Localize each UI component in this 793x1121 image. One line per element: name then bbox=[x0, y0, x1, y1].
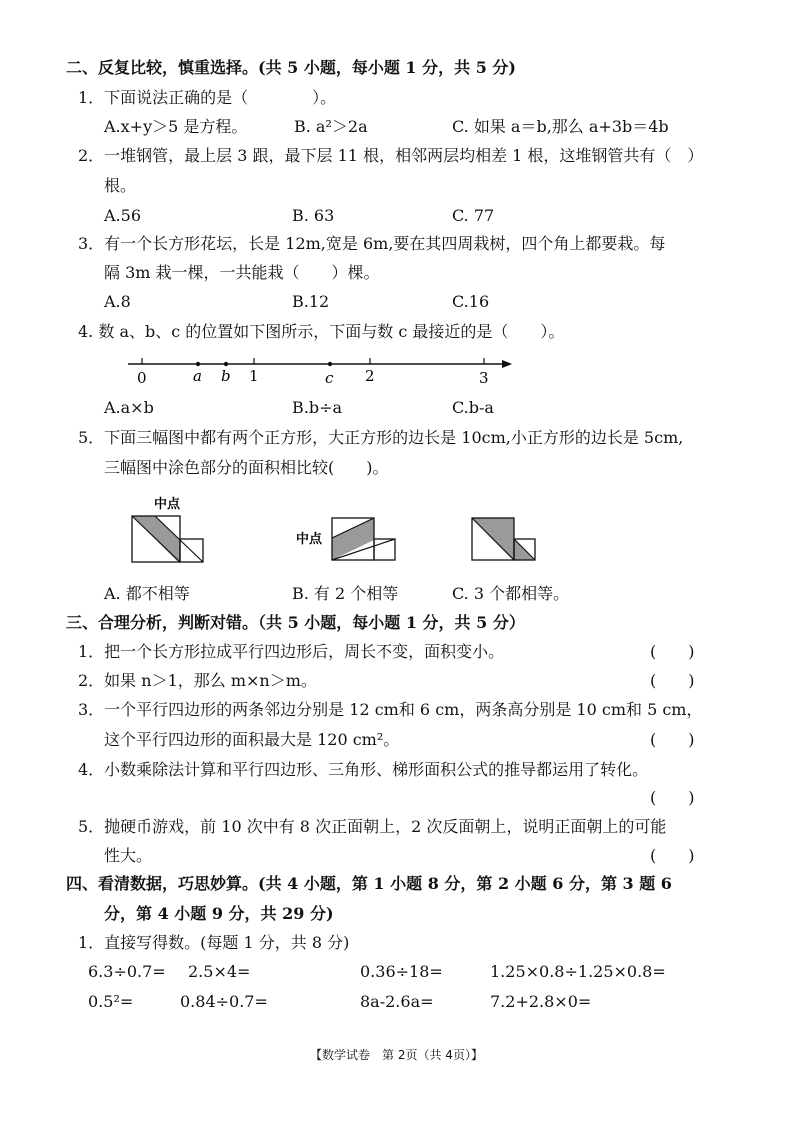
point-label-c: c bbox=[325, 369, 334, 387]
calc-item: 2.5×4= bbox=[188, 962, 251, 981]
tick-label-0: 0 bbox=[137, 369, 147, 387]
q2-3-option-c: C.16 bbox=[452, 292, 490, 311]
midpoint-label-2: 中点 bbox=[296, 532, 323, 547]
q3-3-answer-blank: ( ) bbox=[650, 730, 695, 749]
q2-3-option-a: A.8 bbox=[104, 292, 131, 311]
q2-2-stem-line1: 2．一堆钢管，最上层 3 跟，最下层 11 根，相邻两层均相差 1 根，这堆钢管共有（ ） bbox=[78, 146, 704, 165]
q2-5-option-a: A. 都不相等 bbox=[104, 584, 190, 603]
calc-item: 0.5²= bbox=[88, 992, 134, 1011]
square-figure-1 bbox=[120, 492, 210, 568]
q2-2-option-c: C. 77 bbox=[452, 206, 495, 225]
point-label-a: a bbox=[193, 367, 202, 385]
q2-4-option-b: B.b÷a bbox=[292, 398, 343, 417]
square-figure-3 bbox=[466, 514, 546, 574]
q2-2-option-a: A.56 bbox=[104, 206, 141, 225]
point-label-b: b bbox=[221, 367, 231, 385]
page-footer: 【数学试卷 第 2页（共 4页）】 bbox=[310, 1048, 483, 1062]
q2-1-option-b: B. a²＞2a bbox=[294, 117, 368, 136]
q3-1-answer-blank: ( ) bbox=[650, 642, 695, 661]
q2-4-stem: 4. 数 a、b、c 的位置如下图所示，下面与数 c 最接近的是（ ）。 bbox=[78, 322, 565, 341]
q2-3-option-b: B.12 bbox=[292, 292, 330, 311]
q2-1-option-c: C. 如果 a＝b,那么 a+3b＝4b bbox=[452, 117, 669, 136]
square-figure-2 bbox=[292, 514, 402, 574]
q3-3-text-line2: 这个平行四边形的面积最大是 120 cm²。 bbox=[104, 730, 400, 749]
q3-4-answer-blank: ( ) bbox=[650, 788, 695, 807]
calc-item: 0.36÷18= bbox=[360, 962, 443, 981]
q3-5-answer-blank: ( ) bbox=[650, 846, 695, 865]
tick-label-3: 3 bbox=[479, 369, 489, 387]
q2-5-stem-line1: 5．下面三幅图中都有两个正方形，大正方形的边长是 10cm,小正方形的边长是 5cm, bbox=[78, 428, 684, 447]
q2-1-stem: 1．下面说法正确的是（ ）。 bbox=[78, 88, 337, 107]
section3-title: 三、合理分析，判断对错。（共 5 小题，每小题 1 分，共 5 分） bbox=[66, 613, 525, 632]
q2-5-option-b: B. 有 2 个相等 bbox=[292, 584, 399, 603]
q3-4-text: 4．小数乘除法计算和平行四边形、三角形、梯形面积公式的推导都运用了转化。 bbox=[78, 760, 649, 779]
q4-1-text: 1．直接写得数。(每题 1 分，共 8 分) bbox=[78, 933, 350, 952]
section2-title: 二、反复比较，慎重选择。(共 5 小题，每小题 1 分，共 5 分) bbox=[66, 58, 516, 77]
q2-4-option-a: A.a×b bbox=[104, 398, 154, 417]
q2-3-stem-line1: 3．有一个长方形花坛，长是 12m,宽是 6m,要在其四周栽树，四个角上都要栽。每 bbox=[78, 234, 666, 253]
tick-label-1: 1 bbox=[249, 367, 259, 385]
q2-5-option-c: C. 3 个都相等。 bbox=[452, 584, 570, 603]
number-line-figure bbox=[120, 350, 520, 390]
q2-3-stem-line2: 隔 3m 栽一棵，一共能栽（ ）棵。 bbox=[104, 263, 380, 282]
section4-title-line1: 四、看清数据，巧思妙算。(共 4 小题，第 1 小题 8 分，第 2 小题 6 分，第 3 题 6 bbox=[66, 874, 672, 893]
q3-5-text-line1: 5．抛硬币游戏，前 10 次中有 8 次正面朝上，2 次反面朝上，说明正面朝上的可能 bbox=[78, 817, 667, 836]
point-a bbox=[196, 362, 200, 366]
tick-label-2: 2 bbox=[365, 367, 375, 385]
figure-2-shaded bbox=[332, 518, 374, 560]
q2-4-option-c: C.b-a bbox=[452, 398, 494, 417]
q2-5-stem-line2: 三幅图中涂色部分的面积相比较( )。 bbox=[104, 458, 389, 477]
point-c bbox=[328, 362, 332, 366]
q3-3-text-line1: 3．一个平行四边形的两条邻边分别是 12 cm和 6 cm，两条高分别是 10 cm和 5 cm， bbox=[78, 700, 703, 719]
q2-2-option-b: B. 63 bbox=[292, 206, 335, 225]
calc-item: 8a-2.6a= bbox=[360, 992, 434, 1011]
calc-item: 7.2+2.8×0= bbox=[490, 992, 592, 1011]
point-b bbox=[224, 362, 228, 366]
q3-2-answer-blank: ( ) bbox=[650, 671, 695, 690]
section4-title-line2: 分，第 4 小题 9 分，共 29 分) bbox=[104, 904, 334, 923]
calc-item: 1.25×0.8÷1.25×0.8= bbox=[490, 962, 666, 981]
q2-1-option-a: A.x+y＞5 是方程。 bbox=[104, 117, 248, 136]
q3-2-text: 2．如果 n＞1，那么 m×n＞m。 bbox=[78, 671, 317, 690]
midpoint-label-1: 中点 bbox=[154, 497, 181, 512]
q3-1-text: 1．把一个长方形拉成平行四边形后，周长不变，面积变小。 bbox=[78, 642, 505, 661]
q3-5-text-line2: 性大。 bbox=[104, 846, 153, 865]
number-line-arrow-icon bbox=[502, 360, 512, 368]
q2-2-stem-line2: 根。 bbox=[104, 176, 137, 195]
calc-item: 6.3÷0.7= bbox=[88, 962, 166, 981]
calc-item: 0.84÷0.7= bbox=[180, 992, 268, 1011]
